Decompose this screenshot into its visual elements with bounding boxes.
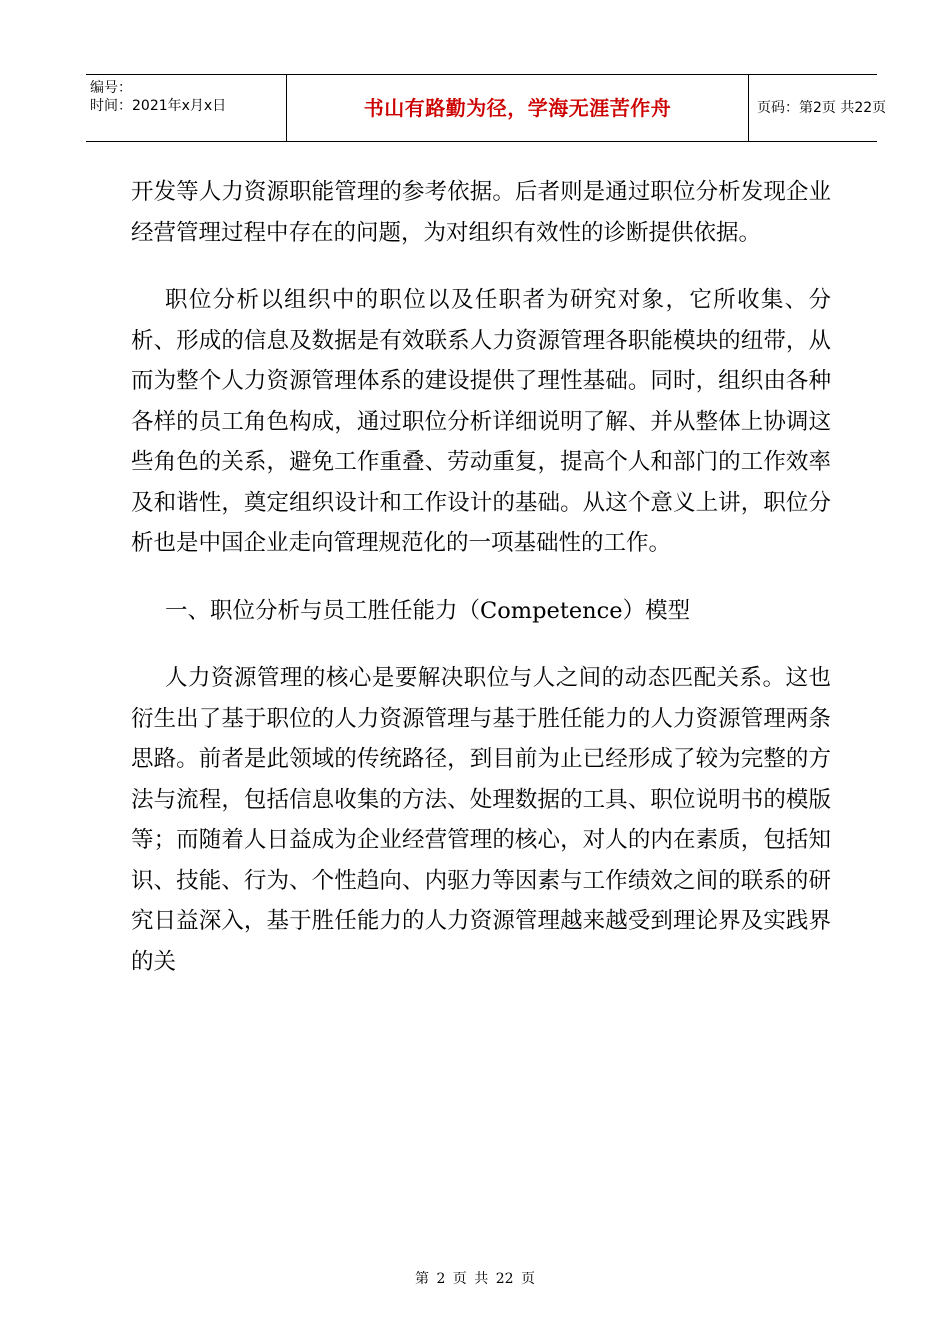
paragraph-continuation: 开发等人力资源职能管理的参考依据。后者则是通过职位分析发现企业经营管理过程中存在的问题，为对组织有效性的诊断提供依据。 [131,179,831,246]
paragraph-job-analysis: 职位分析以组织中的职位以及任职者为研究对象，它所收集、分析、形成的信息及数据是有效联系人力资源管理各职能模块的纽带，从而为整个人力资源管理体系的建设提供了理性基础。同时，组织由各种各样的员工角色构成，通过职位分析详细说明了解、并从整体上协调这些角色的关系，避免工作重叠、劳动重复，提高个人和部门的工作效率及和谐性，奠定组织设计和工作设计的基础。从这个意义上讲，职位分析也是中国企业走向管理规范化的一项基础性的工作。 [131,287,831,556]
header-page-number: 页码：第2页 共22页 [757,100,887,116]
header-motto: 书山有路勤为径，学海无涯苦作舟 [286,75,749,141]
header-meta [86,75,286,141]
paragraph-competence: 人力资源管理的核心是要解决职位与人之间的动态匹配关系。这也衍生出了基于职位的人力资源管理与基于胜任能力的人力资源管理两条思路。前者是此领域的传统路径，到目前为止已经形成了较为完整的方法与流程，包括信息收集的方法、处理数据的工具、职位说明书的模版等；而随着人日益成为企业经营管理的核心，对人的内在素质，包括知识、技能、行为、个性趋向、内驱力等因素与工作绩效之间的联系的研究日益深入，基于胜任能力的人力资源管理越来越受到理论界及实践界的关 [131,665,831,975]
document-body [131,172,831,1009]
page-footer: 第 2 页 共 22 页 [415,1271,535,1287]
section-heading: 一、职位分析与员工胜任能力（Competence）模型 [165,597,691,624]
document-number-label: 编号： [90,80,132,96]
page-header [86,74,887,142]
document-time-label: 时间：2021年x月x日 [90,98,227,114]
